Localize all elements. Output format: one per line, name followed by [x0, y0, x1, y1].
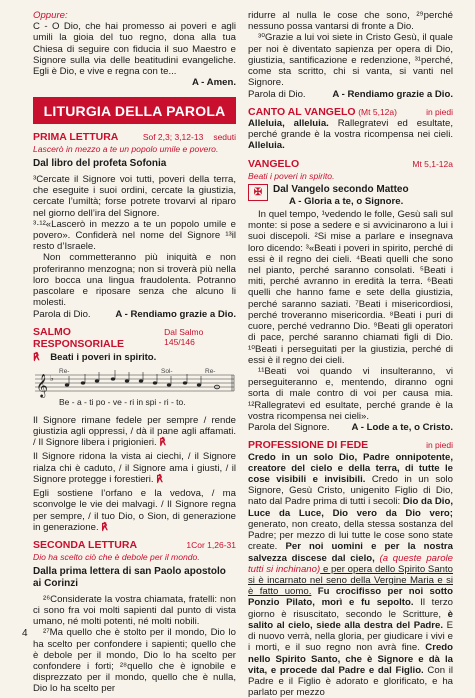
salmo-verse-1: [33, 415, 236, 449]
prima-title: PRIMA LETTURA: [33, 130, 119, 143]
oppure-response: A - Amen.: [191, 77, 236, 89]
psalm-syllables: Be - a - ti po - ve - ri in spi - ri - to.: [59, 396, 186, 407]
canto-position: in piedi: [426, 106, 453, 117]
professione-position: in piedi: [426, 440, 453, 451]
seconda-p4: ³⁰Grazie a lui voi siete in Cristo Gesù, il quale per noi è diventato sapienza per opera di Dio, giustizia, santificazione e redenzione, ³¹perché, come sta scritto, chi si vanta, si vanti nel Signore.: [248, 32, 453, 89]
seconda-summary: Dio ha scelto ciò che è debole per il mondo.: [33, 552, 200, 563]
response-symbol-icon: ℟: [101, 521, 108, 533]
credo-e: Per noi uomini e per la nostra salvezza discese dal cielo,: [248, 541, 454, 564]
seconda-closing: [248, 89, 453, 100]
canto-header: [248, 106, 453, 118]
credo-h: Fu crocifisso per noi sotto Ponzio Pilato, morì e fu sepolto.: [248, 586, 453, 609]
salmo-verse-1-text: Il Signore rimane fedele per sempre / rende giustizia agli oppressi, / dà il pane agli affamati. / Il Signore libera i prigionieri.: [33, 414, 236, 449]
svg-text:♭: ♭: [50, 373, 54, 383]
vangelo-closing: [248, 422, 453, 433]
music-staff: [33, 367, 236, 412]
left-column: [33, 10, 236, 695]
seconda-header: [33, 539, 236, 551]
canto-end: Alleluia.: [248, 140, 285, 152]
vangelo-source-text: [273, 184, 409, 207]
seconda-p2: ²⁷Ma quello che è stolto per il mondo, Dio lo ha scelto per confondere i sapienti; quello che è debole per il mondo, Dio lo ha scelto per confondere i forti; ²⁸quello che è ignobile e disprezzato per il mondo, quello che è nulla, Dio lo ha scelto per: [33, 627, 236, 695]
professione-title: PROFESSIONE DI FEDE: [248, 439, 369, 452]
credo-m: Con il Padre e il Figlio è adorato e glorificato, e ha parlato per mezzo: [248, 664, 453, 698]
vangelo-header: [248, 158, 453, 170]
seconda-p1: ²⁶Considerate la vostra chiamata, fratelli: non ci sono fra voi molti sapienti dal punto di vista umano, né molti potenti, né molti nobili.: [33, 593, 236, 628]
oppure-prayer: [33, 21, 236, 77]
vangelo-title: VANGELO: [248, 157, 300, 170]
seconda-source: Dalla prima lettera di san Paolo apostolo ai Corinzi: [33, 566, 226, 589]
credo-text: [248, 452, 453, 698]
response-symbol-icon: ℟: [156, 473, 163, 485]
vangelo-acclamation: A - Gloria a te, o Signore.: [289, 195, 404, 207]
canto-title: CANTO AL VANGELO: [248, 105, 356, 118]
vangelo-ref: Mt 5,1-12a: [412, 158, 453, 169]
salmo-refrain-line: [33, 352, 236, 363]
canto-title-group: [248, 106, 397, 118]
salmo-verse-2-text: Il Signore ridona la vista ai ciechi, / il Signore rialza chi è caduto, / il Signore ama i giusti, / il Signore protegge i forestieri.: [33, 451, 236, 485]
credo-l: Credo nello Spirito Santo, che è Signore e dà la vita, e procede dal Padre e dal Figlio.: [248, 642, 453, 676]
salmo-verse-3-text: Egli sostiene l’orfano e la vedova, / ma sconvolge le vie dei malvagi. / Il Signore regna per sempre, / il tuo Dio, o Sion, di generazione in generazione.: [33, 488, 236, 533]
canto-verse: Rallegratevi ed esultate, perché grande è la vostra ricompensa nei cieli.: [248, 118, 453, 141]
music-staff-svg: [33, 367, 236, 409]
prima-source: Dal libro del profeta Sofonia: [33, 158, 167, 170]
prima-ref: Sof 2,3; 3,12-13: [142, 131, 204, 142]
prima-position: seduti: [213, 131, 236, 142]
canto-ref: (Mt 5,12a): [358, 106, 397, 117]
prima-closing-text: Parola di Dio.: [33, 308, 91, 320]
chord-label: Re-: [59, 367, 70, 375]
prima-ref-group: [143, 133, 236, 143]
credo-f: (a queste parole tutti si inchinano): [248, 552, 453, 575]
salmo-refrain: Beati i poveri in spirito.: [50, 352, 157, 364]
seconda-ref: 1Cor 1,26-31: [186, 539, 236, 550]
chord-label: Sol-: [161, 367, 173, 375]
vangelo-source-block: [248, 184, 453, 207]
credo-j: è salito al cielo, siede alla destra del Padre.: [248, 608, 453, 631]
vangelo-p2: ¹¹Beati voi quando vi insulteranno, vi perseguiteranno e, mentendo, diranno ogni sorta di male contro di voi per causa mia. ¹²Rallegratevi ed esultate, perché grande è la vostra ricompensa nei cieli».: [248, 365, 453, 422]
credo-g: e per opera dello Spirito Santo si è incarnato nel seno della Vergine Maria e si è fatto uomo.: [248, 563, 454, 598]
response-symbol-icon: ℟: [33, 352, 40, 364]
treble-clef-icon: 𝄞: [36, 372, 48, 397]
oppure-label: Oppure:: [33, 10, 68, 21]
seconda-title: SECONDA LETTURA: [33, 538, 138, 551]
credo-c: Dio da Dio, Luce da Luce, Dio vero da Dio vero;: [248, 496, 453, 519]
vangelo-summary: Beati i poveri in spirito.: [248, 170, 335, 181]
page-number: 4: [22, 628, 28, 639]
vangelo-closing-text: Parola del Signore.: [248, 422, 330, 434]
credo-k: E di nuovo verrà, nella gloria, per giudicare i vivi e i morti, e il suo regno non avrà fine.: [248, 619, 453, 654]
vangelo-response: A - Lode a te, o Cristo.: [351, 422, 453, 434]
salmo-verse-3: [33, 488, 236, 533]
salmo-ref: Dal Salmo 145/146: [164, 326, 204, 347]
prima-closing: [33, 309, 236, 320]
salmo-verse-2: [33, 451, 236, 485]
credo-d: generato, non creato, della stessa sostanza del Padre; per mezzo di lui tutte le cose sono state create.: [248, 518, 453, 553]
vangelo-p1: In quel tempo, ¹vedendo le folle, Gesù salì sul monte: si pose a sedere e si avvicinarono a lui i suoi discepoli. ²Si mise a parlare e insegnava loro dicendo: ³«Beati i poveri in spirito, perché di essi è il regno dei cieli. ⁴Beati quelli che sono nel pianto, perché saranno consolati. ⁵Beati i miti, perché avranno in eredità la terra. ⁶Beati quelli che hanno fame e sete della giustizia, perché saranno saziati. ⁷Beati i misericordiosi, perché troveranno misericordia. ⁸Beati i puri di cuore, perché vedranno Dio. ⁹Beati gli operatori di pace, perché saranno chiamati figli di Dio. ¹⁰Beati i perseguitati per la giustizia, perché di essi è il regno dei cieli.: [248, 208, 453, 366]
credo-b: Credo in un solo Signore, Gesù Cristo, unigenito Figlio di Dio, nato dal Padre prima di tutti i secoli:: [248, 474, 453, 508]
canto-text: [248, 118, 453, 152]
prima-summary: Lascerò in mezzo a te un popolo umile e povero.: [33, 144, 219, 155]
salmo-header: [33, 326, 236, 351]
prima-header: [33, 131, 236, 143]
oppure-text: C - O Dio, che hai promesso ai poveri e agli umili la gioia del tuo regno, dona alla tua Chiesa di seguire con fiducia il suo Maestro e Signore sulla via delle beatitudini evangeliche. Egli è Dio, e vive e regna con te...: [33, 21, 236, 78]
professione-header: [248, 439, 453, 451]
prima-p3: Non commetteranno più iniquità e non proferiranno menzogna; non si troverà più nella loro bocca una lingua fraudolenta. Potranno pascolare e riposare senza che alcuno li molesti.: [33, 252, 236, 309]
response-symbol-icon: ℟: [159, 437, 166, 449]
chord-label: Re-: [205, 367, 216, 375]
right-column: [248, 10, 453, 698]
prima-p1: ³Cercate il Signore voi tutti, poveri della terra, che eseguite i suoi ordini, cercate la giustizia, cercate l’umiltà; forse potrete trovarvi al riparo nel giorno dell’ira del Signore.: [33, 173, 236, 219]
seconda-closing-text: Parola di Dio.: [248, 88, 306, 100]
seconda-p3: ridurre al nulla le cose che sono, ²⁹perché nessuno possa vantarsi di fronte a Dio.: [248, 10, 453, 33]
prima-p2: ³·¹²«Lascerò in mezzo a te un popolo umile e povero». Confiderà nel nome del Signore ¹³il resto d’Israele.: [33, 218, 236, 253]
gospel-book-icon: ✠: [248, 184, 268, 201]
prima-response: A - Rendiamo grazie a Dio.: [115, 308, 236, 320]
seconda-response: A - Rendiamo grazie a Dio.: [332, 88, 453, 100]
credo-a: Credo in un solo Dio, Padre onnipotente, creatore del cielo e della terra, di tutte le cose visibili e invisibili.: [248, 451, 453, 486]
salmo-title: SALMO RESPONSORIALE: [33, 325, 125, 351]
vangelo-source: Dal Vangelo secondo Matteo: [273, 184, 409, 196]
liturgy-banner: LITURGIA DELLA PAROLA: [33, 97, 236, 124]
canto-alleluia: Alleluia, alleluia.: [248, 118, 329, 130]
credo-i: Il terzo giorno è risuscitato, secondo le Scritture,: [248, 597, 453, 620]
